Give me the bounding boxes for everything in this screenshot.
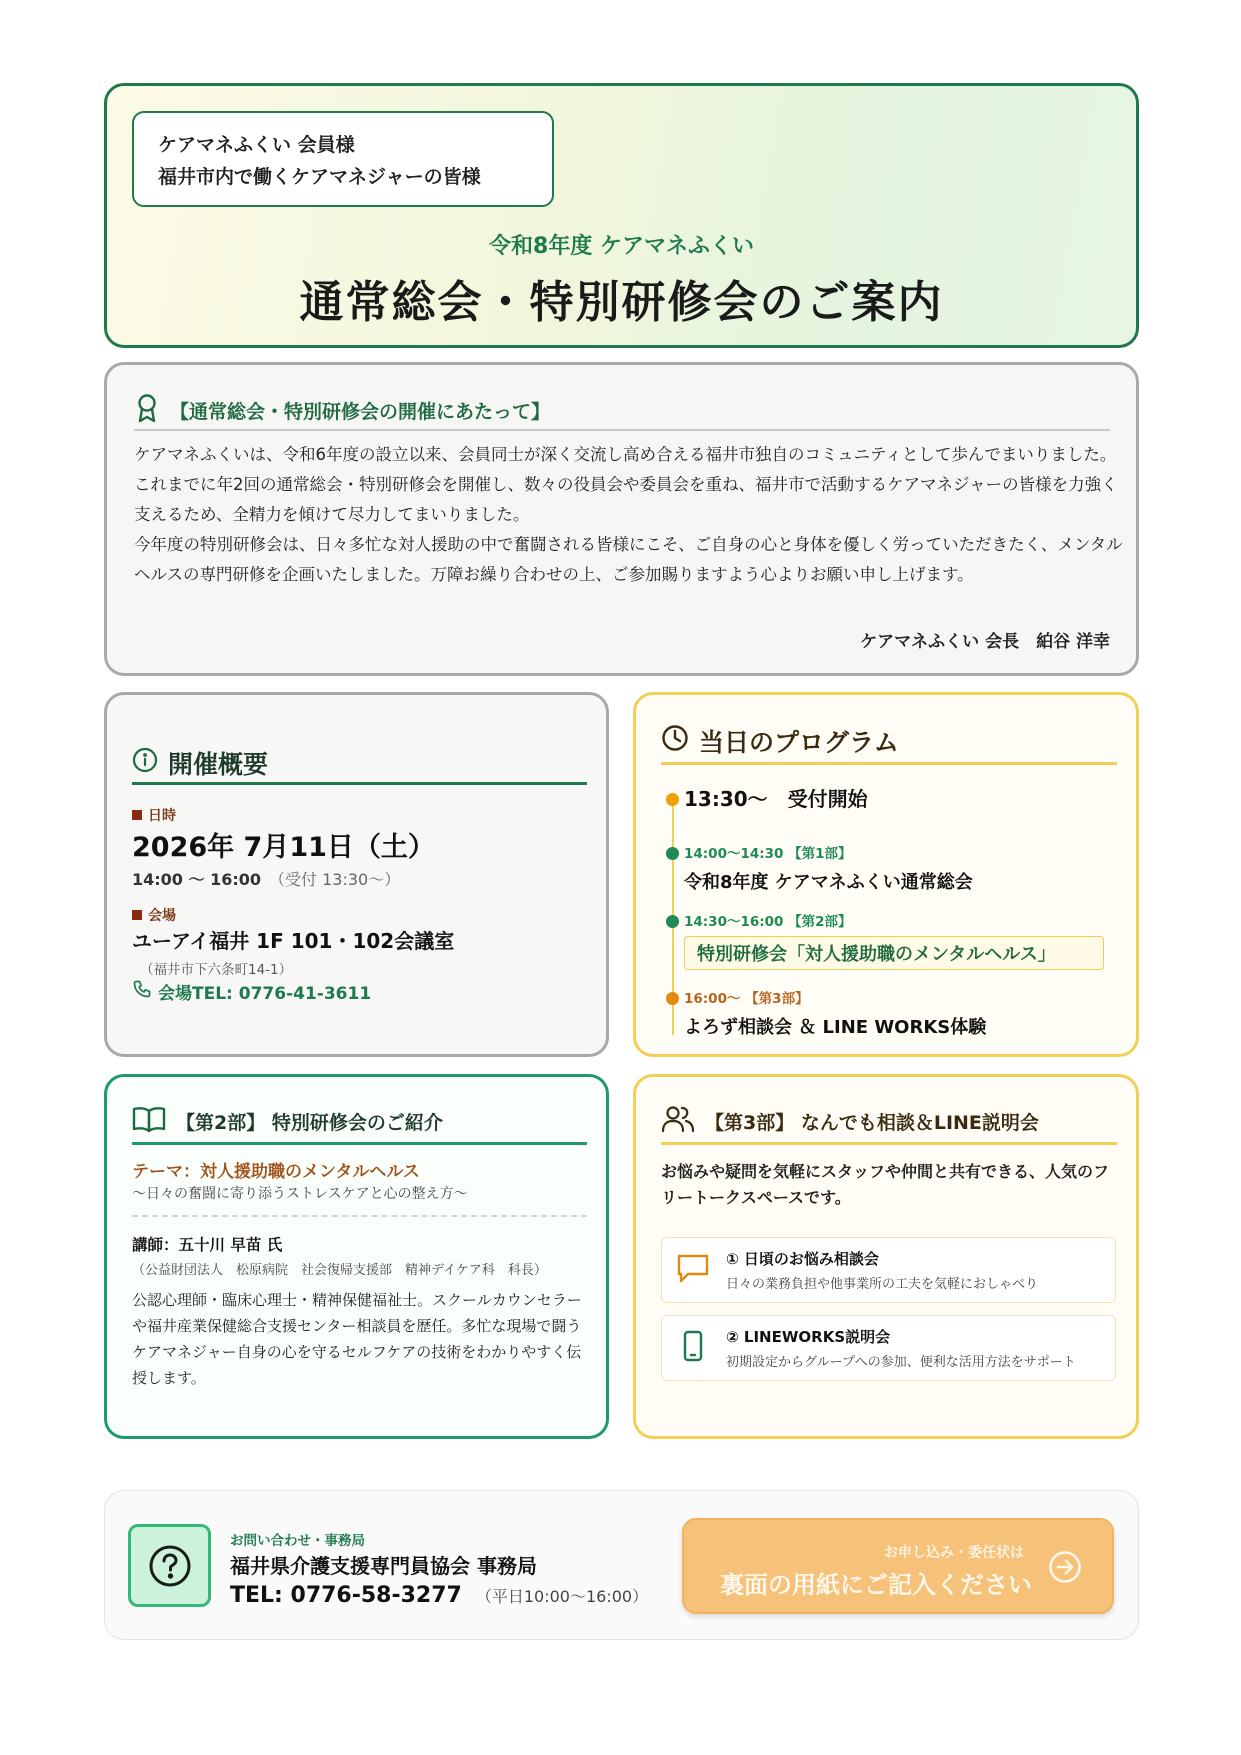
info-icon <box>132 747 158 779</box>
program-item-name: よろず相談会 ＆ LINE WORKS体験 <box>684 1017 987 1038</box>
timeline-dot <box>666 915 679 928</box>
event-overview <box>104 692 609 1057</box>
chat-bubble-icon <box>676 1252 710 1288</box>
greeting-heading: 【通常総会・特別研修会の開催にあたって】 <box>134 391 1110 431</box>
lecturer-organization: （公益財団法人 松原病院 社会復帰支援部 精神デイケア科 科長） <box>132 1263 547 1278</box>
greeting-paragraph-2: 今年度の特別研修会は、日々多忙な対人援助の中で奮闘される皆様にこそ、ご自身の心と身体を優しく労っていただきたく、メンタルヘルスの専門研修を企画いたしました。万障お繰り合わせの上、ご参加賜りますよう心よりお願い申し上げます。 <box>134 535 1123 584</box>
program-item-time: 14:30～16:00 【第2部】 <box>684 914 852 930</box>
phone-icon <box>132 979 152 1004</box>
overview-heading: 開催概要 <box>132 743 587 785</box>
greeting-section <box>104 362 1139 676</box>
timeline-dot <box>666 992 679 1005</box>
timeline-dot <box>666 847 679 860</box>
timeline-dot <box>666 793 679 806</box>
training-section <box>104 1074 609 1439</box>
page-title: 通常総会・特別研修会のご案内 <box>299 277 944 328</box>
venue-label: 会場 <box>132 905 176 925</box>
consult-item-title: ① 日頃のお悩み相談会 <box>726 1250 879 1268</box>
program-item-time: 13:30～ 受付開始 <box>684 787 868 811</box>
program-item <box>684 987 986 1039</box>
consult-item-desc: 日々の業務負担や他事業所の工夫を気軽におしゃべり <box>726 1277 1039 1292</box>
consult-item-desc: 初期設定からグループへの参加、便利な活用方法をサポート <box>726 1355 1076 1370</box>
consult-description: お悩みや疑問を気軽にスタッフや仲間と共有できる、人気のフリートークスペースです。 <box>661 1162 1110 1207</box>
program-item-time: 14:00～14:30 【第1部】 <box>684 846 852 862</box>
venue-tel[interactable]: 会場TEL: 0776-41-3611 <box>132 979 371 1004</box>
header-subtitle: 令和8年度 ケアマネふくい <box>489 234 754 259</box>
square-bullet-icon <box>132 810 142 820</box>
program-heading: 当日のプログラム <box>661 719 1117 765</box>
program-item <box>684 910 1104 970</box>
consult-section <box>633 1074 1139 1439</box>
apply-guide-label: 裏面の用紙にご記入ください <box>720 1571 1032 1599</box>
event-time: 14:00 ～ 16:00 （受付 13:30～） <box>132 870 401 889</box>
question-icon <box>128 1524 211 1607</box>
program-item-time: 16:00～ 【第3部】 <box>684 991 809 1007</box>
consult-item <box>661 1237 1116 1303</box>
lecturer-bio: 公認心理師・臨床心理士・精神保健福祉士。スクールカウンセラーや福井産業保健総合支援センター相談員を歴任。多忙な現場で闘うケアマネジャー自身の心を守るセルフケアの技術をわかりやすく伝授します。 <box>132 1291 582 1387</box>
greeting-paragraph-1: ケアマネふくいは、令和6年度の設立以来、会員同士が深く交流し高め合える福井市独自のコミュニティとして歩んでまいりました。これまでに年2回の通常総会・特別研修会を開催し、数々の役員会や委員会を重ね、福井市で活動するケアマネジャーの皆様を力強く支えるため、全精力を傾けて尽力してまいりました。 <box>134 445 1118 524</box>
venue-address: （福井市下六条町14-1） <box>140 962 293 978</box>
square-bullet-icon <box>132 910 142 920</box>
contact-organization: 福井県介護支援専門員協会 事務局 <box>230 1554 537 1578</box>
lecturer-name: 講師：五十川 早苗 氏 <box>132 1236 283 1254</box>
program-item <box>684 783 868 812</box>
divider <box>132 1215 587 1217</box>
award-ribbon-icon <box>134 393 160 428</box>
consult-item-title: ② LINEWORKS説明会 <box>726 1328 891 1346</box>
recipient-box <box>132 111 554 207</box>
open-book-icon <box>132 1105 166 1138</box>
consult-heading: 【第3部】 なんでも相談＆LINE説明会 <box>661 1101 1117 1145</box>
training-theme: テーマ：対人援助職のメンタルヘルス <box>132 1162 420 1182</box>
contact-section <box>104 1490 1139 1640</box>
date-label: 日時 <box>132 805 176 825</box>
training-heading: 【第2部】 特別研修会のご紹介 <box>132 1101 587 1145</box>
header-banner <box>104 83 1139 348</box>
consult-item <box>661 1315 1116 1381</box>
apply-guide-subtext: お申し込み・委任状は <box>884 1545 1024 1561</box>
recipient-line2: 福井市内で働くケアマネジャーの皆様 <box>158 166 481 188</box>
program-item-name-highlight: 特別研修会「対人援助職のメンタルヘルス」 <box>684 936 1104 970</box>
venue-name: ユーアイ福井 1F 101・102会議室 <box>132 929 455 953</box>
training-theme-subtitle: ～日々の奮闘に寄り添うストレスケアと心の整え方～ <box>132 1186 468 1202</box>
contact-tel[interactable]: TEL: 0776-58-3277 （平日10:00～16:00） <box>230 1583 649 1608</box>
greeting-body <box>134 440 1124 590</box>
program-item-name: 令和8年度 ケアマネふくい通常総会 <box>684 872 973 893</box>
contact-label: お問い合わせ・事務局 <box>230 1533 365 1549</box>
signature: ケアマネふくい 会長 絈谷 洋幸 <box>860 632 1110 652</box>
recipient-line1: ケアマネふくい 会員様 <box>158 134 355 156</box>
program-item <box>684 842 973 894</box>
users-icon <box>661 1105 695 1138</box>
arrow-right-circle-icon <box>1048 1550 1082 1588</box>
clock-icon <box>661 724 689 758</box>
event-date: 2026年 7月11日（土） <box>132 832 435 863</box>
program-section <box>633 692 1139 1057</box>
apply-guide-button[interactable] <box>682 1518 1114 1614</box>
smartphone-icon <box>676 1329 710 1367</box>
